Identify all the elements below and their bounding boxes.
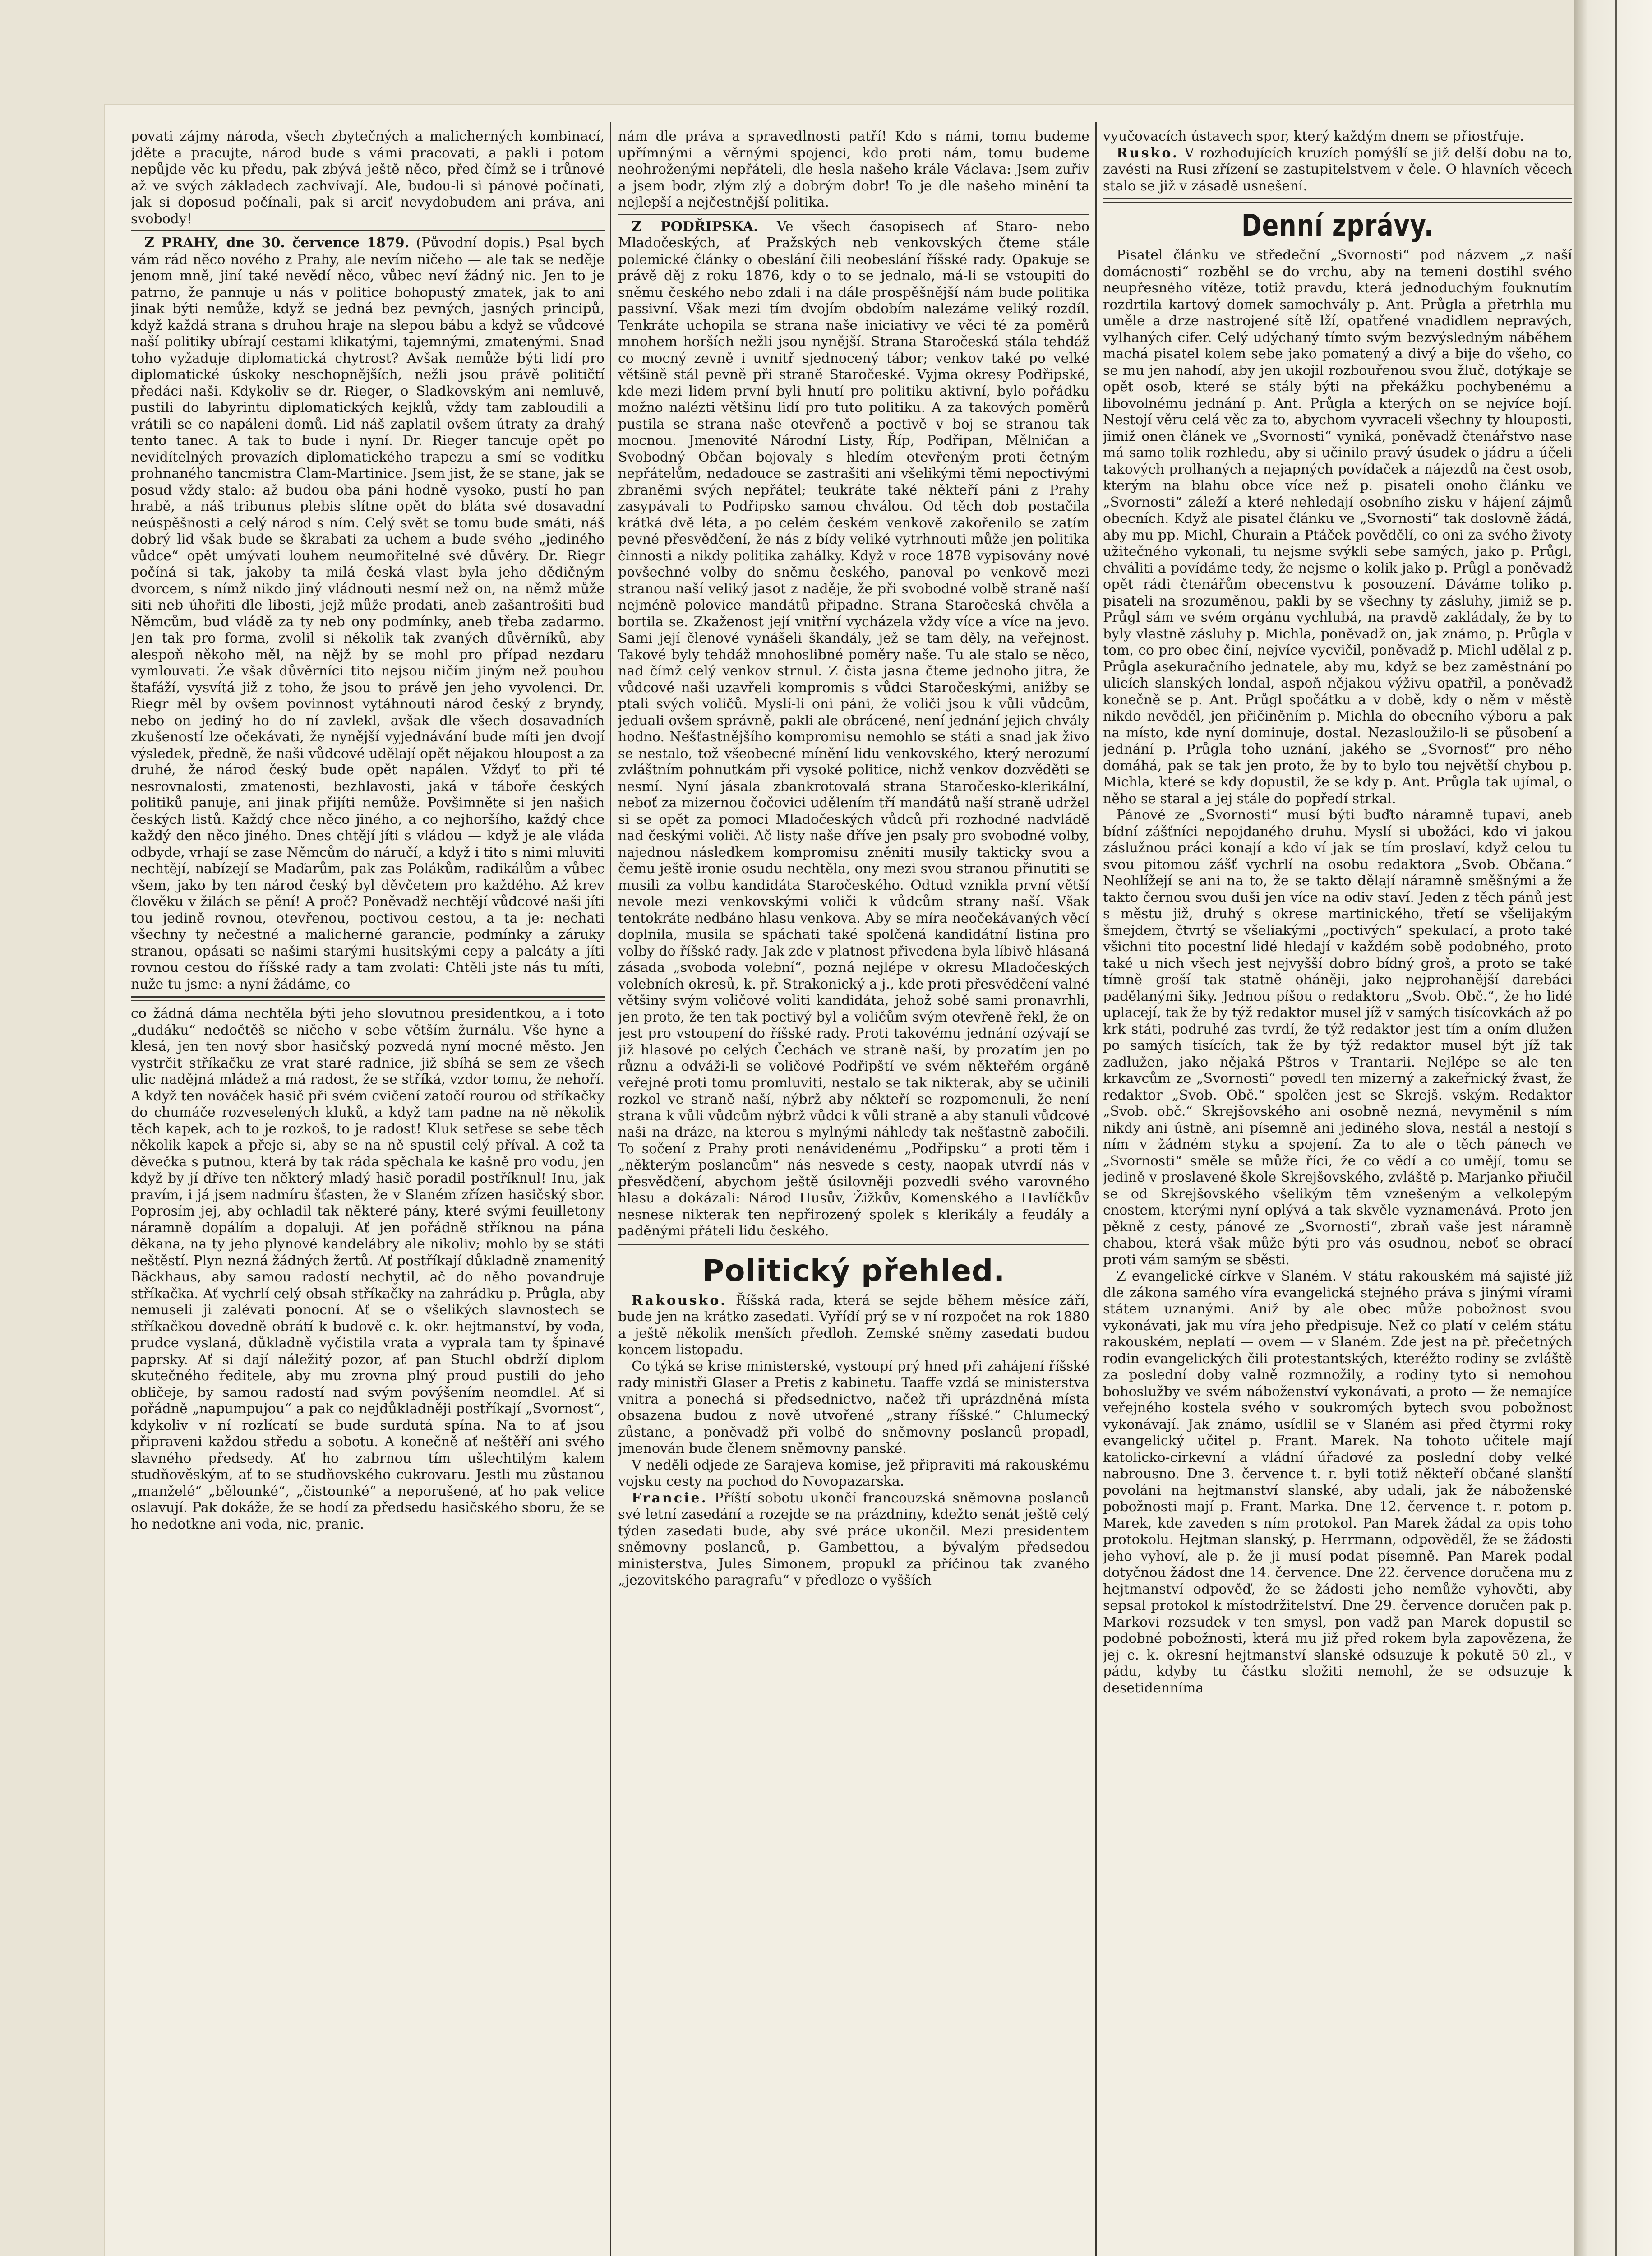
russia-lead: Rusko. — [1117, 145, 1179, 161]
divider — [131, 230, 605, 231]
prague-report — [131, 235, 605, 993]
france-lead: Francie. — [632, 1490, 708, 1506]
column-3 — [1103, 129, 1572, 2256]
continuation-paragraph: vyučovacích ústavech spor, který každým dnem se přiostřuje. — [1103, 129, 1524, 144]
podripsko-body: Ve všech časopisech ať Staro- nebo Mladočeských, ať Pražských neb venkovských čteme stále polemické články o obeslání čili neobeslání říšské rady. Opakuje se právě děj z roku 1876, kdy o to se jednalo, má-li se vstoupiti do sněmu českého nebo zdali i na dále prospěšnější nám bude politika passivní. Však mezi tím dvojím obdobím nalezáme veliký rozdíl. Tenkráte uchopila se strana naše iniciativy ve věci té za poměrů mnohem horších nežli jsou nynější. Strana Staročeská stála tehdáž co mocný zevně i uvnitř sjednocený tábor; venkov také po velké většině stál pevně při straně Staročeské. Vyjma okresy Podřipské, kde mezi lidem první byli hnutí pro politiku aktivní, bylo pořádku možno nalézti většinu lidí pro tuto politiku. A za takových poměrů pustila se strana naše otevřeně a poctivě v boj se stranou tak mocnou. Jmenovité Národní Listy, Říp, Podřipan, Mělničan a Svobodný Občan bojovaly s hledím otevřeným proti četným nepřátelům, nedadouce se zastrašiti ani všelikými těmi nepoctivými zbraněmi svých nepřátel; teukráte také někteří páni z Prahy zasypávali to Podřipsko samou chválou. Od těch dob postačila krátká dvě léta, a po celém českém venkově zakořenilo se zatím pevné přesvědčení, že nás z bídy veliké vytrhnouti může jen politika činnosti a nikdy politika zahálky. Když v roce 1878 vypisovány nové povšechné volby do sněmu českého, panoval po venkově mezi stranou naší veliký jasot z naděje, že při svobodné volbě straně naší nejméně polovice mandátů připadne. Strana Staročeská chvěla a bortila se. Zkaženost její vnitřní vycházela vždy více a více na jevo. Sami její členové vynášeli škandály, jež se tam děly, na veřejnost. Takové byly tehdáž mnohoslibné poměry naše. Tu ale stalo se něco, nad čímž celý venkov strnul. Z čista jasna čteme jednoho jitra, že vůdcové naši uzavřeli kompromis s vůdci Staročeskými, anižby se ptali svých voličů. Myslí-li oni páni, že voliči jsou k vůli vůdcům, jeduali ovšem správně, pakli ale obrácené, není jednání jejich chvály hodno. Nešťastnějšího kompromisu nemohlo se státi a snad jak živo se nestalo, tož všeobecné mínění lidu venkovského, který nerozumí zvláštním pohnutkám při vysoké politice, nichž venkov dozvěděti se nesmí. Nyní jásala zbankrotovalá strana Staročesko-klerikální, neboť za mizernou čočovici udělením tří mandátů naší straně udržel si se opět za pomoci Mladočeských vůdců při rozhodné nadvládě nad českými voliči. Ač listy naše dříve jen psaly pro svobodné volby, najednou následkem kompromisu zněniti musily takticky svou a čemu ještě ironie osudu nechtěla, ony mezi svou stranou přinutiti se musili za volbu kandidáta Staročeského. Odtud vznikla první větší nevole mezi venkovskými voliči k vůdcům strany naší. Však tentokráte nedbáno hlasu venkova. Aby se míra neočekávaných věcí doplnila, musila se spáchati také spolčená kandidátní listina pro volby do říšské rady. Jak zde v platnost přivedena byla líbivě hlásaná zásada „svoboda volební“, pozná nejlépe v okresu Mladočeských volebních okresů, k. př. Strakonický a j., kde proti přesvědčení valné většiny svým voličové voliti kandidáta, jehož sobě sami pronavrhli, jen proto, že ten tak poctivý byl a voličům svým otevřeně řekl, že on jest pro vstoupení do říšské rady. Proti takovému jednání ozývají se již hlasové po celých Čechách ve straně naší, by prozatím jen po různu a odváži-li se voličové Podřipští ve svém někteřém orgáně veřejné proti tomu promluviti, nestalo se tak nikterak, aby se učinili rozkol ve straně naší, nýbrž aby někteří se rozpomenuli, že není strana k vůli vůdcům nýbrž vůdci k vůli straně a aby stanuli vůdcové naši na dráze, na kterou s mylnými náhledy tak nešťastně zabočili. To sočení z Prahy proti nenávidenému „Podřipsku“ a proti těm i „některým poslancům“ nás nesvede s cesty, naopak utvrdí nás v přesvědčení, abychom ještě úsilovněji pozvedli svého varovného hlasu a dokázali: Národ Husův, Žižkův, Komenského a Havlíčkův nesnese nikterak ten nepřirozený spolek s klerikály a feudály a paděnými přáteli lidu českého. — [618, 218, 1089, 1239]
podripsko-heading: Z PODŘIPSKA. — [632, 218, 758, 235]
newspaper-page — [104, 104, 1574, 2256]
france-news — [618, 1490, 1089, 1589]
column-1 — [131, 129, 605, 2256]
austria-news-3: V neděli odjede ze Sarajeva komise, jež připraviti má rakouskému vojsku cesty na pochod do Novopazarska. — [618, 1457, 1089, 1489]
divider — [618, 1244, 1089, 1248]
continuation-paragraph: nám dle práva a spravedlnosti patří! Kdo s námi, tomu budeme upřímnými a věrnými spojenci, kdo proti nám, tomu budeme neohroženými nepřáteli, dle hesla našeho krále Václava: Jsem zuřiv a jsem bodr, zlým zlý a dobrým dobr! To je dle našeho mínění ta nejlepší a nejčestnější politika. — [618, 129, 1089, 210]
divider — [1103, 198, 1572, 203]
feuilleton-story: co žádná dáma nechtěla býti jeho slovutnou presidentkou, a i toto „dudáku“ nedočtěš se ničeho v sebe větším žurnálu. Vše hyne a klesá, jen ten nový sbor hasičský pozvedá nyní mocné město. Jen vystrčit stříkačku ze vrat staré radnice, již sbíhá se sem ze všech ulic nadějná mládež a má radost, že se stříká, vzdor tomu, že nehoří. A když ten nováček hasič při svém cvičení zatočí rourou od stříkačky do chumáče rozveselených kluků, a když tam padne na ně několik těch kapek, ach to je rozkoš, to je radost! Kluk setřese se sebe těch několik kapek a přeje si, aby se na ně spustil celý příval. A což ta děvečka s putnou, která by tak ráda spěchala ke kašně pro vodu, jen když by jí dříve ten některý mladý hasič poradil postříknul! Inu, jak pravím, i já jsem nadmíru šťasten, že v Slaném zřízen hasičský sbor. Poprosím jej, aby ochladil tak některé pány, které svými feuilletony náramně dopálím a dopaluji. Ať jen pořádně stříknou na pána děkana, na ty jeho plynové kandelábry ale nikoliv; mohlo by se státi neštěstí. Plyn nezná žádných žertů. Ať postříkají důkladně znamenitý Bäckhaus, aby samou radostí nechytil, ač do něho povandruje stříkačka. Ať vychrlí celý obsah stříkačky na zahrádku p. Průgla, aby nemuseli ji zalévati ponocní. Ať se o všelikých slavnostech se stříkačkou dovedně obrátí k budově c. k. okr. hejtmanství, by voda, prudce vyslaná, důkladně vyčistila vrata a vyprala tam ty špinavé paprsky. Ať si dají náležitý pozor, ať pan Stuchl obdrží diplom skutečného ředitele, aby mu zrovna plný proud pustili do jeho obličeje, by samou radostí nad svým povýšením neomdlel. Ať si pořádně „napumpujou“ a pak co nejdůkladněji postříkají „Svornost“, kdykoliv v ní rozlícatí se bude surdutá spína. Na to ať jsou připraveni každou středu a sobotu. A konečně ať neštěří ani svého slavného předsedy. Ať ho zabrnou tím ušlechtilým kalem studňověským, ať to se studňovského cukrovaru. Jestli mu zůstanou „manželé“ „bělounké“, „čistounké“ a neporušené, ať ho pak velice oslavují. Pak dokáže, že se hodí za předsedu hasičského sboru, že se ho nedotkne ani voda, nic, pranic. — [131, 1006, 605, 1532]
france-body: Příští sobotu ukončí francouzská sněmovna poslanců své letní zasedání a rozejde se na prázdniny, kdežto senát ještě celý týden zasedati bude, aby své práce ukončil. Mezi presidentem sněmovny poslanců, p. Gambettou, a bývalým předsedou ministerstva, Jules Simonem, propukl za příčinou tak zvaného „jezovitského paragrafu“ v předloze o vyšších — [618, 1490, 1089, 1588]
column-rule — [610, 122, 611, 2256]
column-2 — [618, 129, 1089, 2256]
russia-news — [1103, 145, 1572, 195]
opening-paragraph: povati zájmy národa, všech zbytečných a malicherných kombinací, jděte a pracujte, národ bude s vámi pracovati, a pakli i potom nepůjde věc ku předu, pak zbývá ještě něco, před čímž se i trůnové až ve svých základech zachvívají. Ale, budou-li si pánové počínati, jak si doposud počínali, pak si arciť nevydobudem ani práva, ani svobody! — [131, 129, 605, 227]
daily-news-1: Pisatel článku ve středeční „Svornosti“ pod názvem „z naší domácnosti“ rozběhl se do vrchu, aby na temeni dostihl svého neupřesného vítěze, totiž pravdu, která jednoduchým fouknutím rozdrtila kartový domek samochvály p. Ant. Průgla a přetrhla mu uměle a drze nastrojené sítě lží, opatřené vnadidlem nepravých, vylhaných cifer. Celý udýchaný tímto svým bezvýsledným náběhem machá pisatel kolem sebe jako pomatený a divý a bije do všeho, co se mu jen nahodí, aby jen ukojil rozbouřenou svou žluč, dotýkaje se opět osob, které se stály býti na překážku pochybenému a libovolnému jednání p. Ant. Průgla a kterých on se nejvíce bojí. Nestojí věru celá věc za to, abychom vyvraceli všechny ty hlouposti, jimiž onen článek ve „Svornosti“ vyniká, poněvadž čtenářstvo nase má samo tolik rozhledu, aby si učinilo pravý úsudek o jádru a účeli takových prolhaných a nejapných povídaček a nájezdů na čest osob, kterým na blahu obce více než p. pisateli onoho článku ve „Svornosti“ záleží a které nehledají osobního zisku v hájení zájmů obecních. Když ale pisatel článku ve „Svornosti“ tak doslovně žádá, aby mu pp. Michl, Churain a Ptáček povědělí, co oni za svého životy užitečného vykonali, tu nejsme svýkli sebe samých, jako p. Průgl, chváliti a povídáme tedy, že nejsme o kolik jako p. Průgl a poněvadž opět rádi čtenářům obecenstvu k posouzení. Dáváme toliko p. pisateli na srozuměnou, pakli by se všechny ty zásluhy, jimiž se p. Průgl sám ve svém orgánu vychlubá, na pravdě zakládaly, že by to byly vlastně zásluhy p. Michla, poněvadž on, jak známo, p. Průgla v tom, co pro obec činí, nejvíce vycvičil, poněvadž p. Michl udělal z p. Průgla asekuračního jednatele, aby mu, když se bez zaměstnání po ulicích slanských londal, aspoň nějakou výživu opatřil, a poněvadž konečně se p. Ant. Průgl spočátku a v době, kdy o něm v městě nikdo nevěděl, jen přičiněním p. Michla do obecního výboru a pak na místo, kde nyní dominuje, dostal. Nezasloužilo-li se působení a jednání p. Průgla toho uznání, jakého se „Svornosť“ pro něho domáhá, pak se tak jen proto, že by to bylo tou největší chybou p. Michla, které se kdy dopustil, že se kdy p. Ant. Průgla tak ujímal, o něho se staral a jej stále do popředí strkal. — [1103, 247, 1572, 807]
austria-body: Říšská rada, která se sejde během měsíce září, bude jen na krátko zasedati. Vyřídí prý se v ní rozpočet na rok 1880 a ještě několik menších předloh. Zemské sněmy zasedati budou koncem listopadu. — [618, 1292, 1089, 1358]
austria-news-2: Co týká se krise ministerské, vystoupí prý hned při zahájení říšské rady ministři Glaser a Pretis z kabinetu. Taaffe vzdá se ministerstva vnitra a ponechá si předsednictvo, načež tři uprázdněná místa obsazena budou z nově utvořené „strany říšské.“ Chlumecký zůstane, a poněvadž při volbě do sněmovny poslanců propadl, jmenován bude členem sněmovny panské. — [618, 1358, 1089, 1456]
russia-body: V rozhodujících kruzích pomýšlí se již delší dobu na to, zavésti na Rusi zřízení se zastupitelstvem v čele. O hlavních věcech stalo se již v zásadě usnešení. — [1103, 145, 1572, 194]
page-edge — [1574, 0, 1652, 2256]
podripsko-report — [618, 219, 1089, 1240]
report-body: (Původní dopis.) Psal bych vám rád něco nového z Prahy, ale nevím ničeho — ale tak se neděje jenom mně, jiní také nevědí něco, vůbec neví žádný nic. Jen to je patrno, že pannuje u nás v politice bohopustý zmatek, jak to ani jinak býti nemůže, když se jedná bez pevných, jasných principů, když každá strana s druhou hraje na slepou bábu a když se vůdcové naší politiky ubírají cestami klikatými, tajemnými, zmatenými. Snad toho vyžaduje diplomatická chytrost? Avšak nemůže býti lidí pro diplomatické úskoky neschopnějších, nežli jsou právě političtí předáci naši. Kdykoliv se dr. Rieger, o Sladkovským ani nemluvě, pustili do labyrintu diplomatických kejklů, vždy tam zabloudili a vrátili se co napáleni domů. Lid náš zaplatil ovšem útraty za drahý tento tanec. A tak to bude i nyní. Dr. Rieger tancuje opět po nevidítelných provazích diplomatického trapezu a smí se vodítku prohnaného tancmistra Clam-Martinice. Jsem jist, že se stane, jak se posud vždy stalo: až budou oba páni hodně vysoko, pustí ho pan hrabě, a náš tribunus plebis slítne opět do bláta své dosavadní neúspěšnosti a celý národ s ním. Celý svět se tomu bude smáti, náš dobrý lid však bude se škrabati za uchem a bude svého „jediného vůdce“ opět umývati louhem neumořitelné své důvěry. Dr. Riegr počíná si tak, jakoby ta milá česká vlast byla jeho dědičným dvorcem, s nímž nikdo jiný vládnouti nesmí než on, na němž může siti neb úhořiti dle libosti, jejž může prodati, aneb zašantrošiti bud Němcům, bud vládě za ty neb ony podmínky, aneb třeba zadarmo. Jen tak pro forma, zvolil si několik tak zvaných důvěrníků, aby alespoň někoho měl, na nějž by se mohl pro případ nezdaru vymlouvati. Že však důvěrníci tito nejsou ničím jiným než pouhou štafáží, vysvítá již z toho, že jsou to právě jen jeho vyvolenci. Dr. Riegr měl by ovšem povinnost vytáhnouti národ český z bryndy, nebo on jediný ho do ní zavlekl, avšak dle všech dosavadních zkušeností lze očekávati, že nynější vyjednávání bude míti jen dvojí výsledek, předně, že naši vůdcové udělají opět nějakou hloupost a za druhé, že národ český bude opět napálen. Vždyť to při té nesrovnalosti, zmatenosti, bezhlavosti, jaká v táboře českých politiků panuje, ani jinak přijíti nemůže. Povšimněte si jen našich českých listů. Každý chce něco jiného, a co nejhoršího, každý chce každý den něco jiného. Dnes chtějí jíti s vládou — když je ale vláda odbyde, vrhají se zase Němcům do náručí, a když i tito s nimi mluviti nechtějí, nabízejí se Maďarům, pak zas Polákům, radikálům a vůbec všem, jako by ten národ český byl děvčetem pro každého. Až krev člověku v žilách se pění! A proč? Poněvadž nechtějí vůdcové naši jíti tou jedině rovnou, otevřenou, poctivou cestou, a ta je: nechati všechny ty nečestné a malicherné garancie, podmínky a záruky stranou, opásati se našimi starými husitskými cepy a palcáty a jíti rovnou cestou do říšské rady a tam zvolati: Chtěli jste nás tu míti, nuže tu jsme: a nyní žádáme, co — [131, 235, 605, 992]
section-title-daily-news: Denní zprávy. — [1241, 208, 1434, 243]
austria-lead: Rakousko. — [632, 1292, 727, 1308]
daily-news-3: Z evangelické církve v Slaném. V státu rakouském má sajisté jíž dle zákona samého víra evangelická stejného práva s jinými vírami státem uznanými. Aniž by ale obec může pobožnost svou vykonávati, jak mu víra jeho předpisuje. Než co platí v celém státu rakouském, neplatí — ovem — v Slaném. Zde jest na př. přečetných rodin evangelických čili protestantských, kteréžto rodiny se zvláště za poslední doby valně rozmnožily, a rodiny tyto si nemohou bohoslužby ve svém náboženství vykonávati, a proto — že nemajíce veřejného kostela svého v soukromých bytech svou pobožnost vykonávají. Jak známo, usídlil se v Slaném asi před čtyrmi roky evangelický učitel p. Frant. Marek. Na tohoto učitele mají katolicko-cirkevní a vládní úřadové za poslední doby velké nabrousno. Dne 3. července t. r. byli totiž někteří občané slanští povoláni na hejtmanství slanské, aby udali, jak že náboženské pobožnosti mají p. Frant. Marka. Dne 12. července t. r. potom p. Marek, kde zaveden s ním protokol. Pan Marek žádal za opis toho protokolu. Hejtman slanský, p. Herrmann, odpověděl, že se žádosti jeho vyhoví, ale p. že ji musí podat písemně. Pan Marek podal dotyčnou žádost dne 14. července. Dne 22. července doručena mu z hejtmanství odpověď, že se žádosti jeho nemůže vyhověti, aby sepsal protokol k místodržitelství. Dne 29. července doručen pak p. Markovi rozsudek v ten smysl, pon vadž pan Marek dopustil se podobné pobožnosti, která mu již před rokem byla zapovězena, že jej c. k. okresní hejtmanství slanské odsuzuje k pokutě 50 zl., v pádu, kdyby tu částku složiti nemohl, že se odsuzuje k desetidenníma — [1103, 1268, 1572, 1696]
daily-news-2: Pánové ze „Svornosti“ musí býti buďto náramně tupaví, aneb bídní zášťníci nepojdaného druhu. Myslí si ubožáci, kdo vi jakou záslužnou práci konají a kdo ví jak se tím proslaví, když celou tu svou pitomou zášť vychrlí na osobu redaktora „Svob. Občana.“ Neohlížejí se ani na to, že se takto dělají náramně směšnými a že takto černou svou duši jen více na odiv staví. Jeden z těch pánů jest s městu již, druhý s okrese martinického, třetí se všelijakým šmejdem, čtvrtý se všeliakými „poctivých“ spekulací, a proto také všichni tito pocestní lidé hledají v každém sobě podobného, proto také u nich všech jest nejvyšší dobro bídný groš, a proto se také tímně groší tak statně oháněji, jako nejprohanější darebáci padělanými šiky. Jednou píšou o redaktoru „Svob. Obč.“, že ho lidé uplacejí, tak že by týž redaktor musel jíž v samých tisícovkách až po krk státi, podruhé zas tvrdí, že týž redaktor jest tím a oním dlužen po samých tisících, tak že by týž redaktor musel být jíž tak zadlužen, jako nějaká Pštros v Trantarii. Nejlépe se ale ten krkavcům ze „Svornosti“ povedl ten mizerný a zakeřnický žvast, že redaktor „Svob. Obč.“ spolčen jest se Skrejš. vským. Redaktor „Svob. obč.“ Skrejšovského ani osobně nezná, nevyměnil s ním nikdy ani ústně, ani písemně ani jediného slova, nestál a nestojí s ním v žádném styku a spojení. Za to ale o těch pánech ve „Svornosti“ směle se může říci, že co vědí a co umějí, tomu se jedině v proslavené škole Skrejšovského, zvláště p. Marjanko přiučil se od Skrejšovského všelikým těm vznešeným a velkolepým cnostem, kterými nyní oplývá a tak skvěle vyznamenává. Proto jen pěkně z cesty, pánové ze „Svornosti“, zbraň vaše jest náramně chabou, která však může býti pro vás osudnou, neboť se obrací proti vám samým se sběsti. — [1103, 807, 1572, 1268]
column-rule — [1095, 122, 1097, 2256]
divider — [131, 996, 605, 1001]
divider — [618, 214, 1089, 215]
section-title-politics: Politický přehled. — [702, 1253, 1006, 1288]
report-dateline: Z PRAHY, dne 30. července 1879. — [144, 235, 410, 251]
austria-news — [618, 1293, 1089, 1359]
